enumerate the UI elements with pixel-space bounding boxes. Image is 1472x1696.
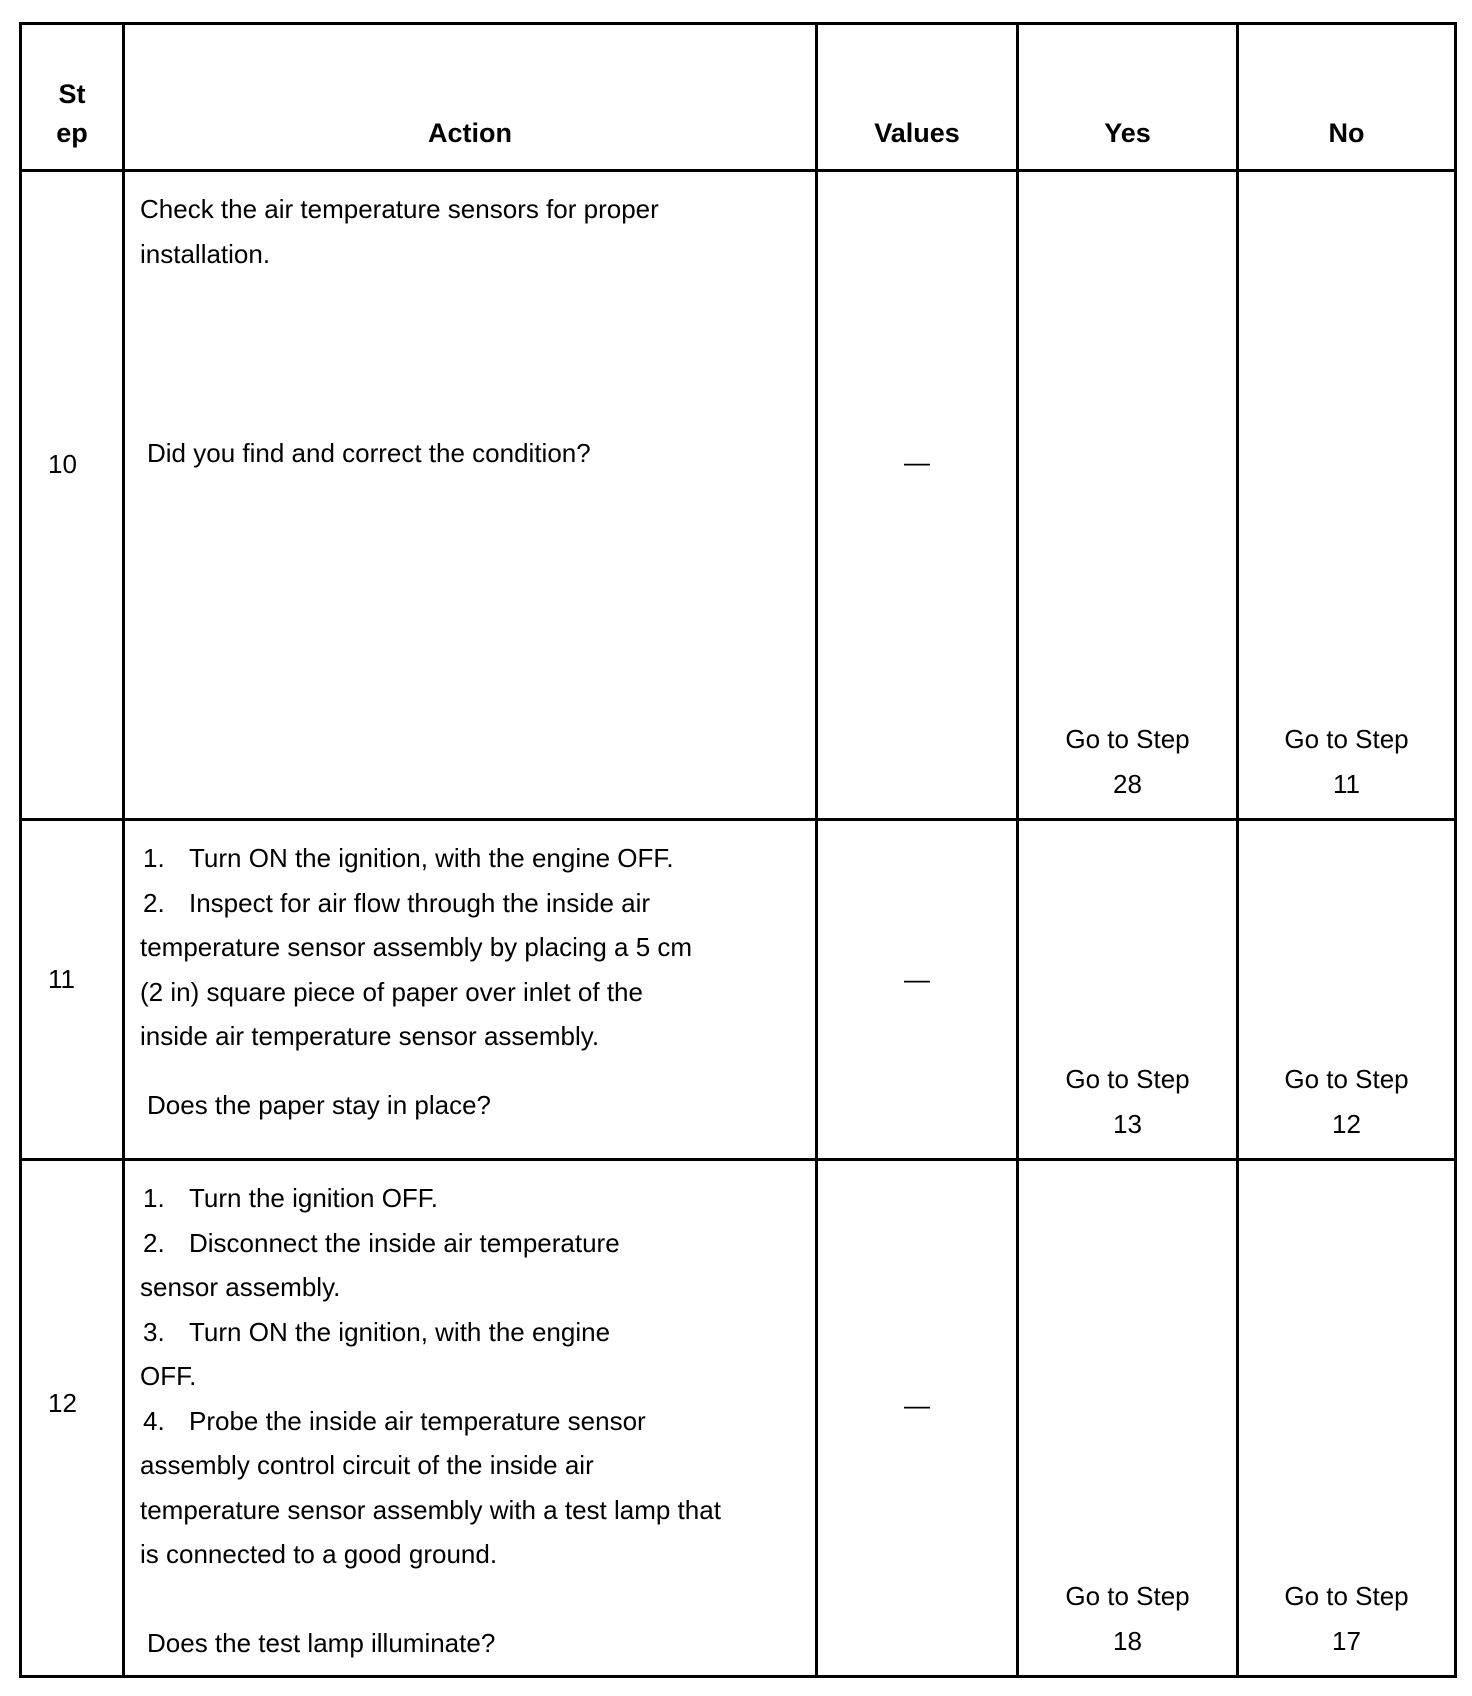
question-text: Does the test lamp illuminate? [147,1628,496,1658]
action-cell: 1. Turn ON the ignition, with the engine OFF. 2. Inspect for air flow through the inside air temperature sensor assembly by placing a 5 cm (2 in) square piece of paper over inlet of the inside air temperature sensor assembly. Does the paper stay in place? [124,820,817,1160]
header-row [21,24,1456,171]
header-values: Values [817,24,1018,171]
step-cell [21,820,124,1160]
question-text: Does the paper stay in place? [147,1090,491,1120]
yes-cell [1018,1160,1238,1677]
no-goto: Go to Step 17 [1284,1581,1409,1656]
step-cell [21,171,124,820]
list-item: 2. Disconnect the inside air temperature [143,1227,620,1258]
list-item: sensor assembly. [140,1272,341,1302]
values-cell [817,1160,1018,1677]
table-row [21,820,1456,1160]
no-cell [1238,820,1456,1160]
step-number: 10 [48,449,77,479]
diagnostic-table [19,22,1457,1678]
no-goto: Go to Step 11 [1284,724,1409,799]
step-number: 11 [48,964,75,994]
list-item: 2. Inspect for air flow through the inside air [143,887,651,918]
header-action: Action [124,24,817,171]
no-cell [1238,171,1456,820]
table-row [21,1160,1456,1677]
action-cell [124,1160,817,1677]
step-cell [21,1160,124,1677]
action-cell: Check the air temperature sensors for proper installation. Did you find and correct the condition? [124,171,817,820]
values-dash: — [904,447,930,477]
question-text: Did you find and correct the condition? [147,438,591,468]
values-cell [817,171,1018,820]
list-item: 1. Turn ON the ignition, with the engine OFF. [143,843,674,873]
table-row [21,171,1456,820]
values-dash: — [904,1390,930,1420]
list-item: 4. Probe the inside air temperature sensor [143,1405,646,1436]
list-item: 1. Turn the ignition OFF. [143,1183,439,1213]
no-goto: Go to Step 12 [1284,1064,1409,1139]
list-item: 3. Turn ON the ignition, with the engine [143,1316,611,1347]
header-yes: Yes [1018,24,1238,171]
list-item: assembly control circuit of the inside air [140,1450,594,1480]
values-dash: — [904,964,930,994]
no-cell [1238,1160,1456,1677]
yes-goto: Go to Step 18 [1065,1581,1190,1656]
step-number: 12 [48,1388,77,1418]
list-item: OFF. [140,1361,197,1391]
yes-cell [1018,820,1238,1160]
yes-goto: Go to Step 28 [1065,724,1190,799]
header-step: St ep [21,24,124,171]
values-cell [817,820,1018,1160]
yes-cell [1018,171,1238,820]
list-item: temperature sensor assembly with a test lamp that [140,1494,721,1525]
yes-goto: Go to Step 13 [1065,1064,1190,1139]
list-item: is connected to a good ground. [140,1539,498,1569]
header-no: No [1238,24,1456,171]
